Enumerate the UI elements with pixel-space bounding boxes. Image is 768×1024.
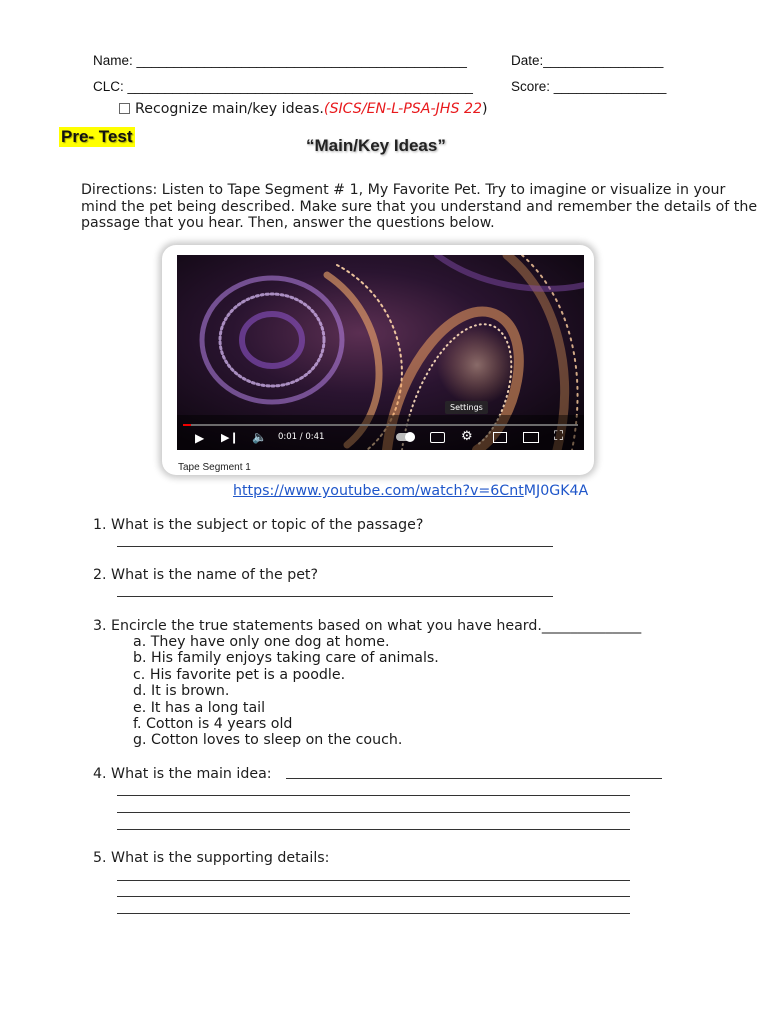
competency-line — [119, 101, 488, 117]
answer-line[interactable] — [117, 896, 630, 897]
competency-close: ) — [482, 101, 488, 117]
date-field[interactable]: Date:________________ — [511, 53, 664, 68]
option-b[interactable]: b. His family enjoys taking care of animals. — [133, 650, 439, 667]
q3-options — [133, 634, 439, 749]
name-field[interactable]: Name: ____________________________________________ — [93, 53, 467, 68]
answer-line[interactable] — [286, 778, 662, 779]
pretest-badge: Pre- Test — [61, 127, 133, 146]
question-1: 1. What is the subject or topic of the passage? — [93, 517, 424, 533]
theater-icon[interactable] — [523, 432, 539, 443]
time-display: 0:01 / 0:41 — [278, 432, 325, 442]
option-e[interactable]: e. It has a long tail — [133, 699, 266, 716]
settings-tooltip: Settings — [445, 401, 488, 414]
option-a[interactable]: a. They have only one dog at home. — [133, 634, 390, 650]
competency-text: Recognize main/key ideas. — [135, 101, 324, 117]
score-field[interactable]: Score: _______________ — [511, 79, 667, 94]
answer-line[interactable] — [117, 913, 630, 914]
clc-field[interactable]: CLC: ______________________________________________ — [93, 79, 473, 94]
answer-line[interactable] — [117, 829, 630, 830]
checkbox-icon — [119, 103, 130, 114]
youtube-link-part2[interactable]: MJ0GK4A — [523, 483, 589, 499]
option-f[interactable]: f. Cotton is 4 years old — [133, 716, 293, 733]
volume-icon[interactable]: 🔈 — [252, 430, 267, 444]
autoplay-toggle[interactable] — [396, 433, 415, 441]
answer-line[interactable] — [117, 880, 630, 881]
answer-line[interactable] — [117, 596, 553, 597]
question-3: 3. Encircle the true statements based on what you have heard.______________ — [93, 618, 642, 634]
question-2: 2. What is the name of the pet? — [93, 567, 319, 583]
option-d[interactable]: d. It is brown. — [133, 683, 230, 700]
youtube-link[interactable] — [233, 483, 588, 499]
question-5: 5. What is the supporting details: — [93, 850, 330, 866]
next-icon[interactable]: ▶❙ — [221, 431, 239, 444]
answer-line[interactable] — [117, 812, 630, 813]
page-title: “Main/Key Ideas” — [306, 136, 446, 155]
miniplayer-icon[interactable] — [493, 432, 507, 443]
video-caption: Tape Segment 1 — [178, 462, 251, 473]
subtitles-icon[interactable] — [430, 432, 445, 443]
answer-line[interactable] — [117, 795, 630, 796]
youtube-link-part1[interactable]: https://www.youtube.com/watch?v=6Cnt — [233, 483, 524, 499]
answer-line[interactable] — [117, 546, 553, 547]
play-icon[interactable]: ▶ — [195, 431, 205, 445]
option-g[interactable]: g. Cotton loves to sleep on the couch. — [133, 732, 403, 749]
video-player[interactable] — [177, 255, 584, 450]
question-4: 4. What is the main idea: — [93, 766, 272, 782]
settings-gear-icon[interactable]: ⚙ — [461, 429, 473, 444]
directions: Directions: Listen to Tape Segment # 1, My Favorite Pet. Try to imagine or visualize in your mind the pet being described. Make sure that you understand and remember the details of the passage that you hear. Then, answer the questions below. — [81, 182, 758, 231]
competency-code: (SICS/EN-L-PSA-JHS 22 — [323, 101, 483, 117]
fullscreen-icon[interactable]: ⛶ — [554, 429, 564, 444]
option-c[interactable]: c. His favorite pet is a poodle. — [133, 666, 346, 683]
video-thumbnail — [177, 255, 584, 450]
